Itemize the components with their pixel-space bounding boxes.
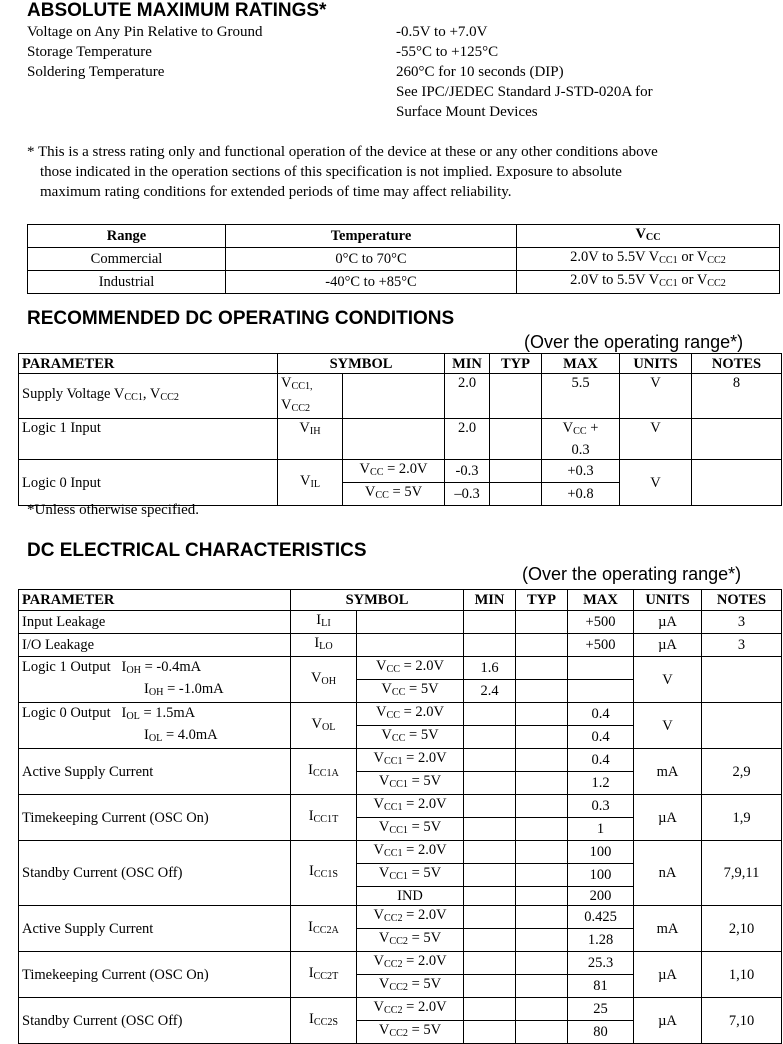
empty-cell bbox=[490, 483, 542, 506]
active1-cond-1: $V_{CC1} = 2.0V$ bbox=[357, 749, 464, 772]
empty-cell bbox=[343, 419, 445, 460]
standby2-max-1: 25 bbox=[568, 998, 634, 1021]
empty-cell bbox=[464, 929, 516, 952]
vcc-commercial: 2.0V to 5.5V $V_{CC1}$ or $V_{CC2}$ bbox=[517, 248, 780, 271]
timekeep2-units: µA bbox=[634, 952, 702, 998]
active1-max-1: 0.4 bbox=[568, 749, 634, 772]
standby2-param: Standby Current (OSC Off) bbox=[19, 998, 291, 1044]
empty-cell bbox=[516, 634, 568, 657]
empty-cell bbox=[464, 726, 516, 749]
rdc-range-note: (Over the operating range*) bbox=[524, 332, 744, 352]
input-leakage-symbol: $I_{LI}$ bbox=[291, 611, 357, 634]
amr-value-cont1: See IPC/JEDEC Standard J-STD-020A for bbox=[396, 84, 653, 100]
active1-units: mA bbox=[634, 749, 702, 795]
amr-footnote-l2: those indicated in the operation sections of this specification is not implied. Exposure to absolute bbox=[40, 164, 622, 180]
timekeep1-cond-1: $V_{CC1} = 2.0V$ bbox=[357, 795, 464, 818]
logic1-input-min: 2.0 bbox=[445, 419, 490, 460]
active2-max-1: 0.425 bbox=[568, 906, 634, 929]
timekeep1-param: Timekeeping Current (OSC On) bbox=[19, 795, 291, 841]
empty-cell bbox=[516, 1021, 568, 1044]
active2-cond-1: $V_{CC2} = 2.0V$ bbox=[357, 906, 464, 929]
logic0-output-cond-1: $V_{CC} = 2.0V$ bbox=[357, 703, 464, 726]
io-leakage-max: +500 bbox=[568, 634, 634, 657]
empty-cell bbox=[516, 841, 568, 864]
empty-cell bbox=[516, 680, 568, 703]
active2-cond-2: $V_{CC2} = 5V$ bbox=[357, 929, 464, 952]
table-row bbox=[19, 952, 782, 975]
temp-commercial: 0°C to 70°C bbox=[226, 248, 517, 271]
empty-cell bbox=[702, 703, 782, 749]
io-leakage-notes: 3 bbox=[702, 634, 782, 657]
logic1-output-units: V bbox=[634, 657, 702, 703]
amr-label-storage: Storage Temperature bbox=[27, 44, 152, 60]
empty-cell bbox=[568, 657, 634, 680]
empty-cell bbox=[464, 1021, 516, 1044]
dce-table bbox=[18, 589, 782, 1044]
logic0-input-param: Logic 0 Input bbox=[19, 460, 278, 506]
empty-cell bbox=[464, 772, 516, 795]
table-row bbox=[19, 906, 782, 929]
empty-cell bbox=[464, 703, 516, 726]
io-leakage-units: µA bbox=[634, 634, 702, 657]
parameter-header: PARAMETER bbox=[19, 590, 291, 611]
empty-cell bbox=[464, 611, 516, 634]
io-leakage-param: I/O Leakage bbox=[19, 634, 291, 657]
active2-symbol: $I_{CC2A}$ bbox=[291, 906, 357, 952]
logic0-cond-2: $V_{CC} = 5V$ bbox=[343, 483, 445, 506]
standby1-symbol: $I_{CC1S}$ bbox=[291, 841, 357, 906]
table-row bbox=[19, 419, 782, 460]
dce-range-note: (Over the operating range*) bbox=[522, 564, 742, 584]
logic1-output-min-1: 1.6 bbox=[464, 657, 516, 680]
empty-cell bbox=[464, 841, 516, 864]
timekeep2-notes: 1,10 bbox=[702, 952, 782, 998]
timekeep1-symbol: $I_{CC1T}$ bbox=[291, 795, 357, 841]
min-header: MIN bbox=[464, 590, 516, 611]
empty-cell bbox=[464, 906, 516, 929]
logic0-max-1: +0.3 bbox=[542, 460, 620, 483]
logic0-output-symbol: $V_{OL}$ bbox=[291, 703, 357, 749]
supply-voltage-notes: 8 bbox=[692, 374, 782, 419]
standby1-cond-3: IND bbox=[357, 887, 464, 906]
range-table bbox=[27, 224, 780, 294]
empty-cell bbox=[516, 726, 568, 749]
rdc-heading: RECOMMENDED DC OPERATING CONDITIONS bbox=[27, 308, 455, 329]
timekeep2-cond-1: $V_{CC2} = 2.0V$ bbox=[357, 952, 464, 975]
logic0-cond-1: $V_{CC} = 2.0V$ bbox=[343, 460, 445, 483]
logic1-output-param: Logic 1 Output $I_{OH} = -0.4mA$ $I_{OH} = -1.0mA$ bbox=[19, 657, 291, 703]
empty-cell bbox=[464, 749, 516, 772]
parameter-header: PARAMETER bbox=[19, 354, 278, 374]
empty-cell bbox=[464, 952, 516, 975]
symbol-header: SYMBOL bbox=[291, 590, 464, 611]
table-row bbox=[19, 841, 782, 864]
timekeep2-param: Timekeeping Current (OSC On) bbox=[19, 952, 291, 998]
standby1-cond-2: $V_{CC1} = 5V$ bbox=[357, 864, 464, 887]
symbol-header: SYMBOL bbox=[278, 354, 445, 374]
empty-cell bbox=[516, 772, 568, 795]
notes-header: NOTES bbox=[692, 354, 782, 374]
standby1-max-1: 100 bbox=[568, 841, 634, 864]
supply-voltage-units: V bbox=[620, 374, 692, 419]
logic0-output-units: V bbox=[634, 703, 702, 749]
logic1-input-units: V bbox=[620, 419, 692, 460]
input-leakage-units: µA bbox=[634, 611, 702, 634]
supply-voltage-symbol: $V_{CC1,}$ $V_{CC2}$ bbox=[278, 374, 343, 419]
logic1-output-symbol: $V_{OH}$ bbox=[291, 657, 357, 703]
rdc-table bbox=[18, 353, 782, 506]
empty-cell bbox=[464, 887, 516, 906]
empty-cell bbox=[516, 749, 568, 772]
standby2-max-2: 80 bbox=[568, 1021, 634, 1044]
timekeep1-units: µA bbox=[634, 795, 702, 841]
notes-header: NOTES bbox=[702, 590, 782, 611]
logic0-min-2: –0.3 bbox=[445, 483, 490, 506]
empty-cell bbox=[702, 657, 782, 703]
active1-param: Active Supply Current bbox=[19, 749, 291, 795]
table-row bbox=[19, 374, 782, 419]
table-row bbox=[19, 749, 782, 772]
standby2-cond-2: $V_{CC2} = 5V$ bbox=[357, 1021, 464, 1044]
logic1-input-param: Logic 1 Input bbox=[19, 419, 278, 460]
timekeep2-cond-2: $V_{CC2} = 5V$ bbox=[357, 975, 464, 998]
table-row bbox=[28, 271, 780, 294]
units-header: UNITS bbox=[634, 590, 702, 611]
amr-value-voltage: -0.5V to +7.0V bbox=[396, 24, 488, 40]
empty-cell bbox=[568, 680, 634, 703]
amr-value-soldering: 260°C for 10 seconds (DIP) bbox=[396, 64, 564, 80]
timekeep1-max-2: 1 bbox=[568, 818, 634, 841]
empty-cell bbox=[516, 657, 568, 680]
amr-footnote-l1: * This is a stress rating only and functional operation of the device at these or any other conditions above bbox=[27, 144, 658, 160]
standby1-notes: 7,9,11 bbox=[702, 841, 782, 906]
active1-notes: 2,9 bbox=[702, 749, 782, 795]
typ-header: TYP bbox=[516, 590, 568, 611]
amr-footnote-l3: maximum rating conditions for extended periods of time may affect reliability. bbox=[40, 184, 512, 200]
empty-cell bbox=[464, 998, 516, 1021]
empty-cell bbox=[516, 611, 568, 634]
amr-value-cont2: Surface Mount Devices bbox=[396, 104, 538, 120]
standby2-notes: 7,10 bbox=[702, 998, 782, 1044]
io-leakage-symbol: $I_{LO}$ bbox=[291, 634, 357, 657]
max-header: MAX bbox=[542, 354, 620, 374]
timekeep2-max-1: 25.3 bbox=[568, 952, 634, 975]
empty-cell bbox=[516, 975, 568, 998]
units-header: UNITS bbox=[620, 354, 692, 374]
logic0-max-2: +0.8 bbox=[542, 483, 620, 506]
input-leakage-notes: 3 bbox=[702, 611, 782, 634]
active1-symbol: $I_{CC1A}$ bbox=[291, 749, 357, 795]
empty-cell bbox=[490, 374, 542, 419]
max-header: MAX bbox=[568, 590, 634, 611]
standby2-cond-1: $V_{CC2} = 2.0V$ bbox=[357, 998, 464, 1021]
logic1-output-cond-2: $V_{CC} = 5V$ bbox=[357, 680, 464, 703]
standby2-units: µA bbox=[634, 998, 702, 1044]
active2-notes: 2,10 bbox=[702, 906, 782, 952]
timekeep2-max-2: 81 bbox=[568, 975, 634, 998]
dce-heading: DC ELECTRICAL CHARACTERISTICS bbox=[27, 540, 367, 561]
empty-cell bbox=[464, 818, 516, 841]
standby1-max-3: 200 bbox=[568, 887, 634, 906]
empty-cell bbox=[516, 952, 568, 975]
logic0-units: V bbox=[620, 460, 692, 506]
logic0-output-cond-2: $V_{CC} = 5V$ bbox=[357, 726, 464, 749]
logic0-min-1: -0.3 bbox=[445, 460, 490, 483]
input-leakage-param: Input Leakage bbox=[19, 611, 291, 634]
empty-cell bbox=[692, 419, 782, 460]
empty-cell bbox=[516, 998, 568, 1021]
logic1-input-max: $V_{CC}$ + 0.3 bbox=[542, 419, 620, 460]
empty-cell bbox=[516, 864, 568, 887]
empty-cell bbox=[464, 634, 516, 657]
supply-voltage-param: Supply Voltage $V_{CC1}$, $V_{CC2}$ bbox=[19, 374, 278, 419]
empty-cell bbox=[464, 975, 516, 998]
empty-cell bbox=[357, 611, 464, 634]
logic0-output-param: Logic 0 Output $I_{OL} = 1.5mA$ $I_{OL} = 4.0mA$ bbox=[19, 703, 291, 749]
temp-industrial: -40°C to +85°C bbox=[226, 271, 517, 294]
range-commercial: Commercial bbox=[28, 248, 226, 271]
rdc-footnote: *Unless otherwise specified. bbox=[27, 502, 200, 518]
standby1-param: Standby Current (OSC Off) bbox=[19, 841, 291, 906]
supply-voltage-max: 5.5 bbox=[542, 374, 620, 419]
amr-heading: ABSOLUTE MAXIMUM RATINGS* bbox=[27, 0, 327, 21]
vcc-header: $V_{CC}$ bbox=[517, 225, 780, 248]
standby1-max-2: 100 bbox=[568, 864, 634, 887]
temperature-header: Temperature bbox=[226, 225, 517, 248]
typ-header: TYP bbox=[490, 354, 542, 374]
amr-label-voltage: Voltage on Any Pin Relative to Ground bbox=[27, 24, 263, 40]
logic1-input-symbol: $V_{IH}$ bbox=[278, 419, 343, 460]
empty-cell bbox=[357, 634, 464, 657]
active1-cond-2: $V_{CC1} = 5V$ bbox=[357, 772, 464, 795]
table-row bbox=[19, 795, 782, 818]
range-industrial: Industrial bbox=[28, 271, 226, 294]
empty-cell bbox=[490, 419, 542, 460]
min-header: MIN bbox=[445, 354, 490, 374]
logic0-input-symbol: $V_{IL}$ bbox=[278, 460, 343, 506]
logic0-output-max-2: 0.4 bbox=[568, 726, 634, 749]
timekeep2-symbol: $I_{CC2T}$ bbox=[291, 952, 357, 998]
input-leakage-max: +500 bbox=[568, 611, 634, 634]
range-header: Range bbox=[28, 225, 226, 248]
timekeep1-max-1: 0.3 bbox=[568, 795, 634, 818]
empty-cell bbox=[343, 374, 445, 419]
logic0-output-max-1: 0.4 bbox=[568, 703, 634, 726]
amr-label-soldering: Soldering Temperature bbox=[27, 64, 165, 80]
standby2-symbol: $I_{CC2S}$ bbox=[291, 998, 357, 1044]
table-row bbox=[19, 460, 782, 483]
logic1-output-cond-1: $V_{CC} = 2.0V$ bbox=[357, 657, 464, 680]
empty-cell bbox=[516, 887, 568, 906]
table-row bbox=[19, 611, 782, 634]
active2-max-2: 1.28 bbox=[568, 929, 634, 952]
table-row bbox=[28, 248, 780, 271]
supply-voltage-min: 2.0 bbox=[445, 374, 490, 419]
logic1-output-min-2: 2.4 bbox=[464, 680, 516, 703]
empty-cell bbox=[516, 906, 568, 929]
table-row bbox=[19, 657, 782, 680]
timekeep1-notes: 1,9 bbox=[702, 795, 782, 841]
standby1-cond-1: $V_{CC1} = 2.0V$ bbox=[357, 841, 464, 864]
vcc-industrial: 2.0V to 5.5V $V_{CC1}$ or $V_{CC2}$ bbox=[517, 271, 780, 294]
empty-cell bbox=[516, 929, 568, 952]
table-row bbox=[19, 998, 782, 1021]
empty-cell bbox=[464, 864, 516, 887]
standby1-units: nA bbox=[634, 841, 702, 906]
active2-units: mA bbox=[634, 906, 702, 952]
table-row bbox=[19, 703, 782, 726]
amr-value-storage: -55°C to +125°C bbox=[396, 44, 499, 60]
empty-cell bbox=[516, 703, 568, 726]
empty-cell bbox=[516, 795, 568, 818]
empty-cell bbox=[464, 795, 516, 818]
empty-cell bbox=[490, 460, 542, 483]
empty-cell bbox=[692, 460, 782, 506]
table-row bbox=[19, 634, 782, 657]
timekeep1-cond-2: $V_{CC1} = 5V$ bbox=[357, 818, 464, 841]
active2-param: Active Supply Current bbox=[19, 906, 291, 952]
active1-max-2: 1.2 bbox=[568, 772, 634, 795]
empty-cell bbox=[516, 818, 568, 841]
